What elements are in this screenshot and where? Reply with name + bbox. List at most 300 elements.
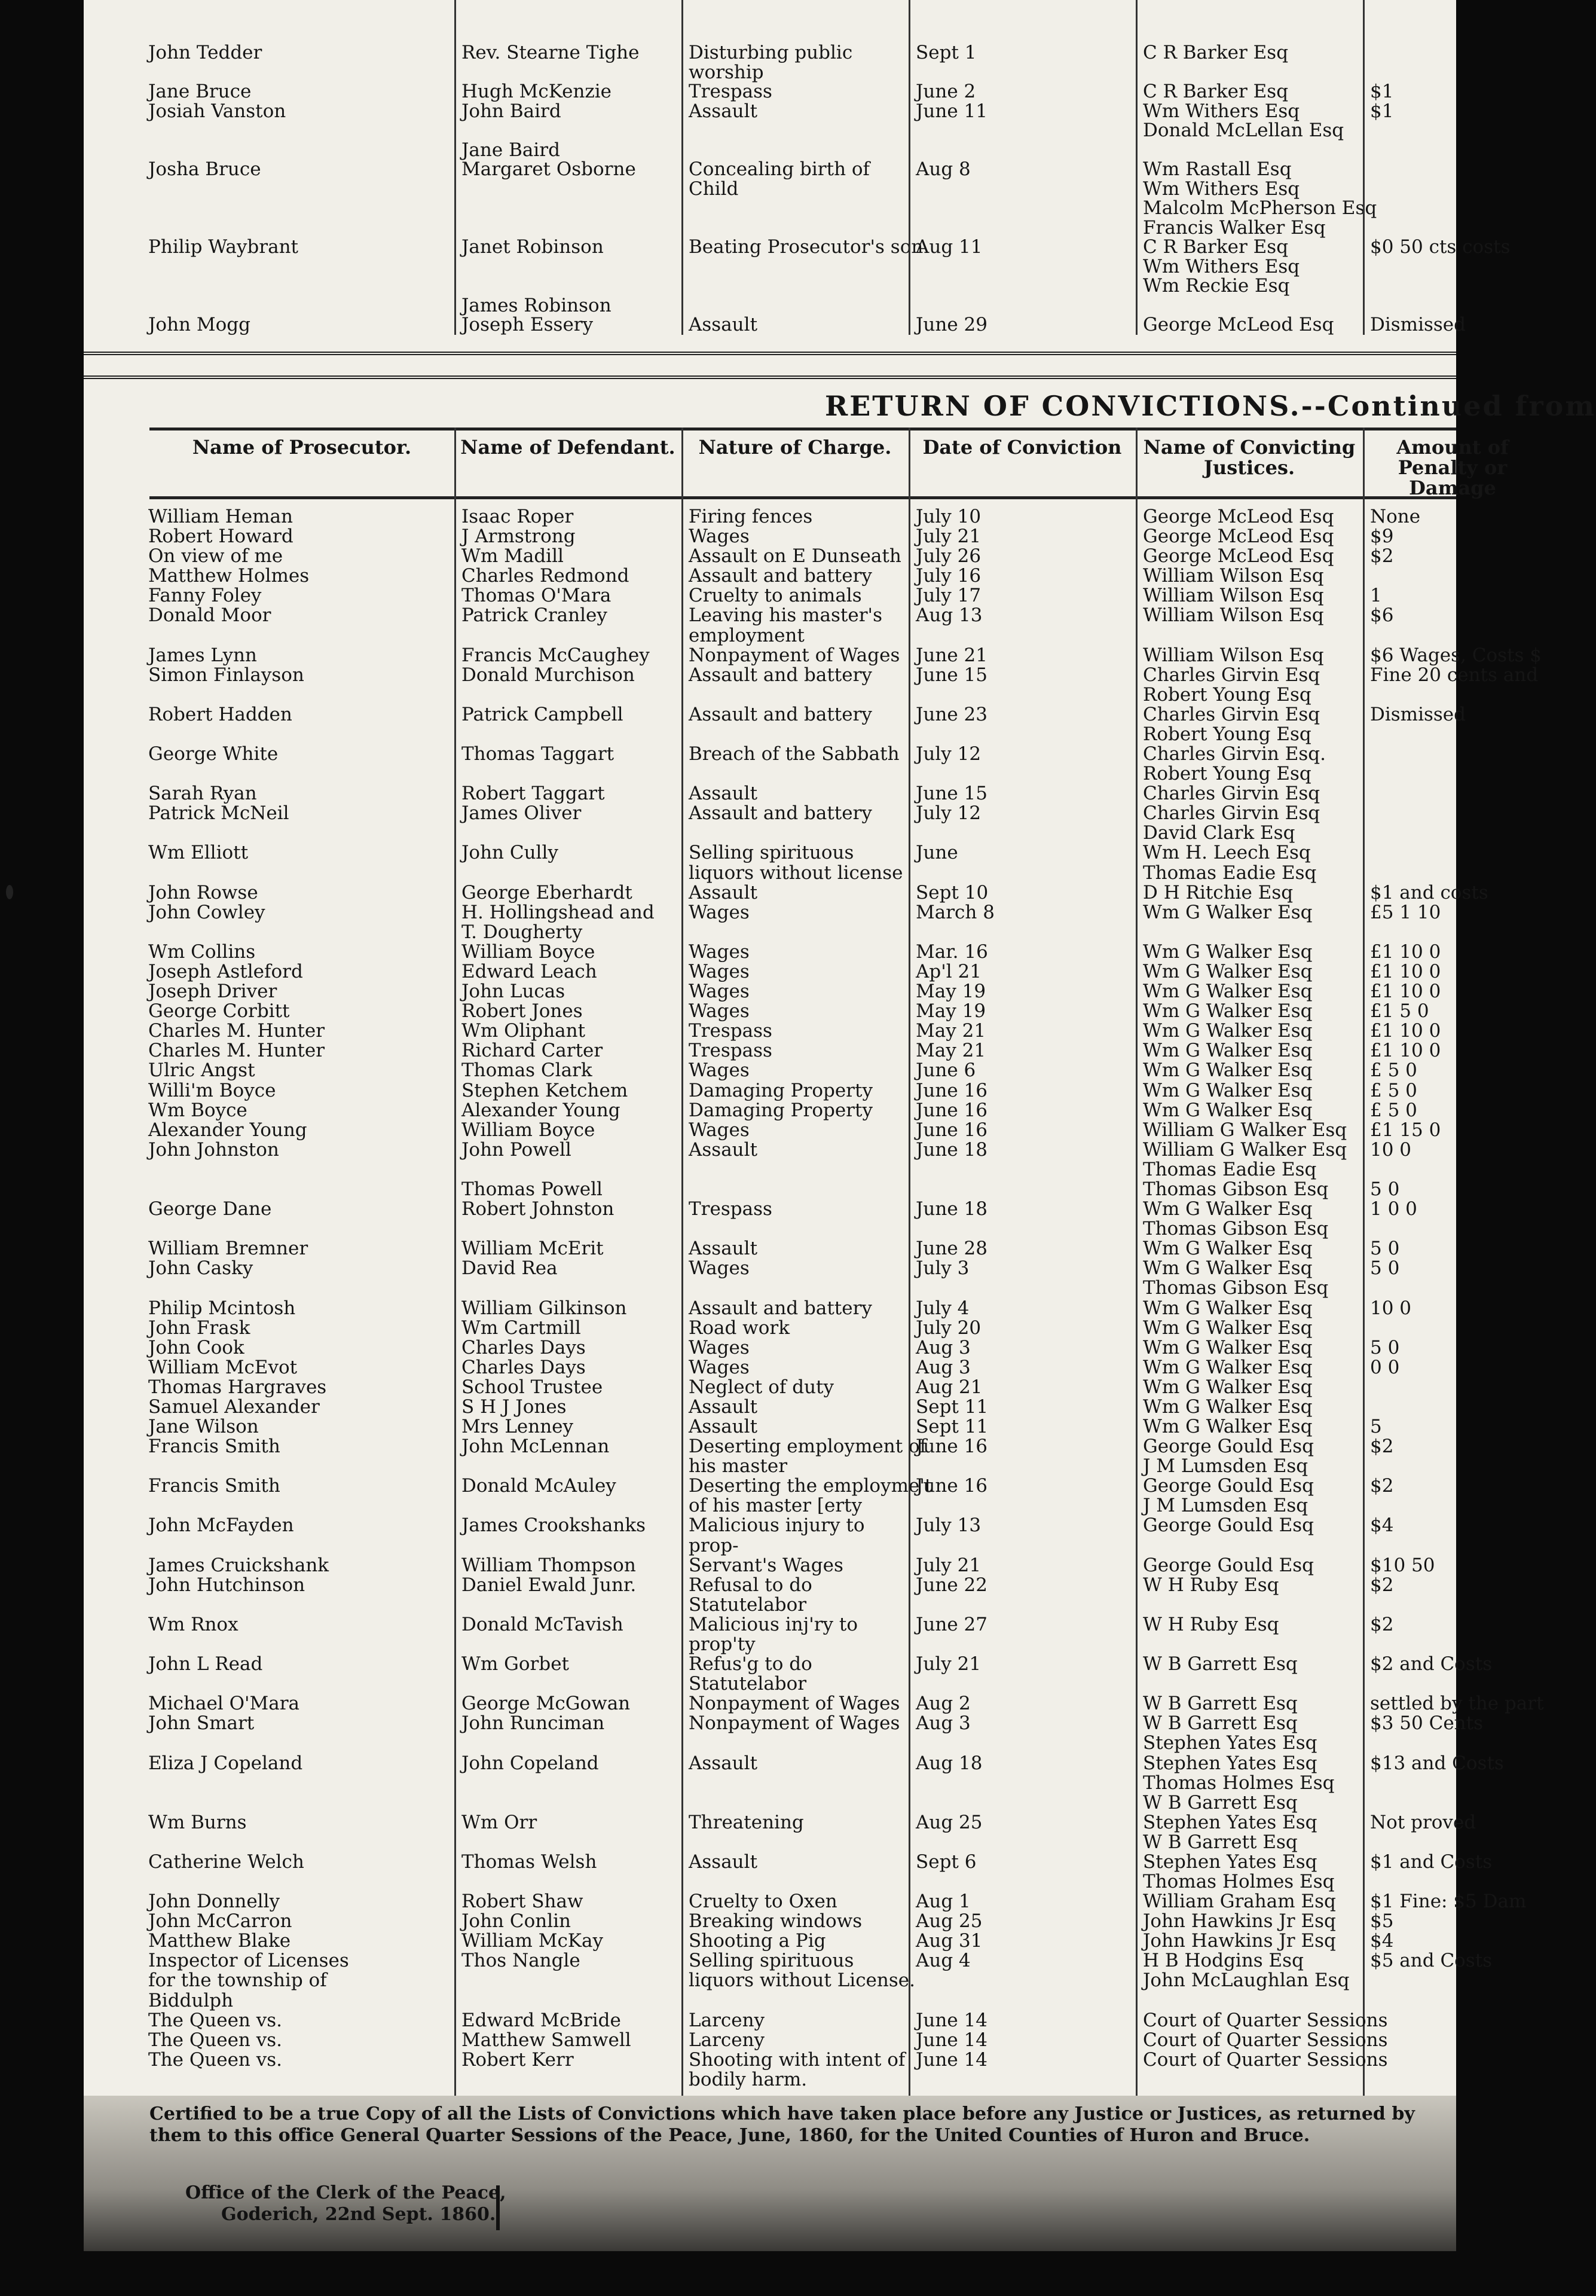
cell-justices	[1143, 82, 1288, 102]
cell-charge: Servant's Wages	[689, 1554, 843, 1576]
justice-name: Wm Reckie Esq	[1143, 275, 1290, 297]
cell-prosecutor: James Cruickshank	[148, 1554, 329, 1576]
cell-defendant: John McLennan	[461, 1436, 610, 1458]
justice-name: Wm G Walker Esq	[1143, 1079, 1313, 1101]
justice-name: W H Ruby Esq	[1143, 1574, 1279, 1596]
cell-prosecutor: William McEvot	[148, 1356, 298, 1378]
cell-charge: Assault	[689, 1238, 758, 1260]
cell-prosecutor: John McCarron	[148, 1910, 292, 1932]
cell-defendant: Rev. Stearne Tighe	[461, 42, 640, 63]
justice-name: Donald McLellan Esq	[1143, 120, 1344, 142]
cell-date: June 15	[916, 783, 988, 805]
justice-name: Charles Girvin Esq	[1143, 783, 1320, 805]
clerk-signature-block	[185, 2182, 506, 2225]
column-rule	[909, 0, 910, 335]
cell-justices	[1143, 1951, 1349, 1990]
cell-defendant: Wm Gorbet	[461, 1653, 570, 1675]
justice-name: Wm Withers Esq	[1143, 100, 1300, 122]
cell-justices	[1143, 1120, 1347, 1140]
cell-charge: Wages	[689, 1000, 750, 1022]
cell-date: June 27	[916, 1613, 988, 1635]
cell-date: Aug 8	[916, 158, 971, 181]
cell-amount: 0 0	[1370, 1356, 1400, 1378]
cell-justices	[1143, 1931, 1336, 1951]
cell-date: June 2	[916, 81, 976, 103]
cell-prosecutor: Joseph Astleford	[148, 961, 303, 982]
cell-amount: $2 and Costs	[1370, 1653, 1493, 1675]
cell-date: Aug 25	[916, 1811, 983, 1833]
cell-prosecutor: Sarah Ryan	[148, 783, 257, 805]
justice-name: Wm G Walker Esq	[1143, 1416, 1313, 1438]
cell-prosecutor: John Mogg	[148, 314, 250, 336]
cell-defendant: William Boyce	[461, 1119, 595, 1141]
column-rule	[1363, 428, 1365, 2096]
cell-amount: £ 5 0	[1370, 1079, 1417, 1101]
cell-amount: £1 5 0	[1370, 1000, 1429, 1022]
cell-justices	[1143, 1754, 1334, 1813]
justice-name: Stephen Yates Esq	[1143, 1811, 1317, 1833]
cell-defendant: James Crookshanks	[461, 1515, 646, 1537]
cell-amount: $1	[1370, 81, 1394, 103]
cell-date: Mar. 16	[916, 941, 988, 963]
cell-prosecutor: Jane Wilson	[148, 1416, 259, 1438]
cell-defendant: John Lucas	[461, 981, 565, 1003]
cell-charge: Wages	[689, 1257, 750, 1280]
cell-justices	[1143, 527, 1334, 546]
cell-prosecutor: Matthew Holmes	[148, 565, 310, 587]
cell-defendant: Matthew Samwell	[461, 2029, 631, 2051]
cell-date: Sept 10	[916, 881, 989, 903]
cell-charge: Wages	[689, 1060, 750, 1082]
cell-defendant: Patrick Campbell	[461, 703, 623, 725]
cell-charge: Nonpayment of Wages	[689, 1693, 900, 1715]
justice-name: Stephen Yates Esq	[1143, 1752, 1317, 1774]
brace-mark	[496, 2185, 500, 2230]
justice-name: Wm Withers Esq	[1143, 178, 1300, 200]
justice-name: W B Garrett Esq	[1143, 1653, 1298, 1675]
cell-amount: £1 10 0	[1370, 961, 1441, 982]
cell-amount: £ 5 0	[1370, 1060, 1417, 1082]
cell-charge: Beating Prosecutor's son	[689, 236, 924, 258]
cell-defendant: George Eberhardt	[461, 881, 632, 903]
cell-date: July 21	[916, 1554, 982, 1576]
cell-amount: $9	[1370, 526, 1394, 548]
cell-justices	[1143, 705, 1320, 744]
cell-date: Aug 1	[916, 1891, 971, 1913]
cell-amount: £1 10 0	[1370, 1040, 1441, 1062]
cell-defendant: Patrick Cranley	[461, 604, 607, 627]
column-rule	[1136, 0, 1138, 335]
cell-charge: Malicious injury to prop-	[689, 1515, 865, 1556]
justice-name: George Gould Esq	[1143, 1515, 1314, 1537]
cell-charge: Leaving his master's employment	[689, 604, 882, 646]
cell-justices	[1143, 2050, 1387, 2070]
column-header-prosecutor: Name of Prosecutor.	[192, 436, 412, 459]
cell-justices	[1143, 315, 1334, 335]
cell-prosecutor: James Lynn	[148, 644, 257, 666]
justice-name: George McLeod Esq	[1143, 545, 1334, 567]
cell-amount: $2	[1370, 1613, 1394, 1635]
cell-date: Aug 18	[916, 1752, 983, 1774]
cell-date: June 16	[916, 1436, 988, 1458]
cell-date: Aug 3	[916, 1712, 971, 1735]
cell-date: July 16	[916, 565, 982, 587]
cell-defendant: Hugh McKenzie	[461, 81, 612, 103]
cell-justices	[1143, 1654, 1298, 1674]
cell-justices	[1143, 1318, 1312, 1338]
cell-defendant: Donald McAuley	[461, 1475, 616, 1497]
justice-name: Wm G Walker Esq	[1143, 981, 1313, 1003]
cell-defendant: Daniel Ewald Junr.	[461, 1574, 637, 1596]
cell-prosecutor: John Rowse	[148, 881, 258, 903]
cell-justices	[1143, 43, 1288, 63]
cell-prosecutor: Wm Boyce	[148, 1099, 247, 1121]
cell-amount: $13 and Costs	[1370, 1752, 1504, 1774]
cell-charge: Selling spirituous liquors without license	[689, 842, 903, 884]
cell-defendant: Alexander Young	[461, 1099, 620, 1121]
cell-date: June 14	[916, 2048, 988, 2071]
cell-charge: Assault and battery	[689, 802, 872, 825]
cell-charge: Assault	[689, 1416, 758, 1438]
cell-defendant: Donald Murchison	[461, 664, 635, 686]
return-of-convictions-title: RETURN OF CONVICTIONS.--Continued from	[825, 390, 1596, 422]
cell-prosecutor: Charles M. Hunter	[148, 1040, 325, 1062]
cell-amount: Dismissed	[1370, 314, 1466, 336]
cell-defendant: Edward McBride	[461, 2009, 621, 2031]
justice-name: Wm H. Leech Esq	[1143, 842, 1311, 864]
cell-amount: settled by the part	[1370, 1693, 1544, 1715]
cell-charge: Wages	[689, 1336, 750, 1358]
cell-defendant: David Rea	[461, 1257, 558, 1280]
cell-charge: Assault and battery	[689, 703, 872, 725]
cell-charge: Assault	[689, 314, 758, 336]
cell-date: Aug 21	[916, 1376, 983, 1398]
cell-date: June 11	[916, 100, 988, 122]
cell-amount: $5	[1370, 1910, 1394, 1932]
cell-date: June 6	[916, 1060, 976, 1082]
justice-name: C R Barker Esq	[1143, 81, 1289, 103]
cell-defendant: James Robinson	[461, 294, 612, 316]
cell-justices	[1143, 1516, 1314, 1535]
column-header-justices: Name of Convicting Justices.	[1143, 436, 1356, 479]
cell-defendant: Edward Leach	[461, 961, 597, 982]
cell-amount: $2	[1370, 1475, 1394, 1497]
cell-date: June 15	[916, 664, 988, 686]
cell-defendant: William McErit	[461, 1238, 604, 1260]
cell-defendant: Thos Nangle	[461, 1950, 580, 1972]
cell-prosecutor: The Queen vs.	[148, 2048, 283, 2071]
cell-date: July 20	[916, 1317, 982, 1339]
cell-amount: 5 0	[1370, 1336, 1400, 1358]
justice-name: D H Ritchie Esq	[1143, 881, 1294, 903]
cell-justices	[1143, 1021, 1312, 1041]
cell-charge: Assault	[689, 1138, 758, 1161]
justice-name: Court of Quarter Sessions	[1143, 2048, 1388, 2071]
cell-date: July 21	[916, 1653, 982, 1675]
cell-charge: Road work	[689, 1317, 790, 1339]
cell-prosecutor: John Donnelly	[148, 1891, 280, 1913]
cell-prosecutor: George Dane	[148, 1198, 272, 1220]
cell-charge: Assault	[689, 881, 758, 903]
column-rule	[909, 428, 910, 2096]
cell-prosecutor: Inspector of Licenses for the township of Biddulph	[148, 1950, 349, 2011]
cell-prosecutor: John Cowley	[148, 901, 265, 923]
justice-name: Thomas Eadie Esq	[1143, 862, 1317, 884]
cell-prosecutor: John Cook	[148, 1336, 244, 1358]
cell-justices	[1143, 843, 1316, 883]
cell-defendant: Wm Orr	[461, 1811, 537, 1833]
justice-name: George Gould Esq	[1143, 1554, 1314, 1576]
cell-date: Sept 6	[916, 1851, 977, 1873]
cell-amount: £1 10 0	[1370, 981, 1441, 1003]
cell-amount: £ 5 0	[1370, 1099, 1417, 1121]
cell-justices	[1143, 646, 1324, 665]
cell-justices	[1143, 744, 1326, 784]
cell-charge: Assault and battery	[689, 664, 872, 686]
cell-defendant: James Oliver	[461, 802, 582, 825]
justice-name: Francis Walker Esq	[1143, 216, 1326, 239]
justice-name: John McLaughlan Esq	[1143, 1970, 1350, 1992]
justice-name: W B Garrett Esq	[1143, 1712, 1298, 1735]
cell-justices	[1143, 1041, 1312, 1061]
justice-name: Thomas Gibson Esq	[1143, 1218, 1329, 1240]
cell-prosecutor: The Queen vs.	[148, 2009, 283, 2031]
cell-defendant: Thomas Clark	[461, 1060, 592, 1082]
cell-justices	[1143, 962, 1312, 982]
cell-justices	[1143, 1299, 1312, 1318]
cell-charge: Trespass	[689, 1040, 772, 1062]
cell-defendant: John Runciman	[461, 1712, 605, 1735]
justice-name: W B Garrett Esq	[1143, 1831, 1298, 1853]
cell-charge: Assault on E Dunseath	[689, 545, 901, 567]
cell-prosecutor: Fanny Foley	[148, 585, 262, 607]
cell-date: May 21	[916, 1020, 986, 1042]
justice-name: Robert Young Esq	[1143, 723, 1311, 745]
cell-defendant: Wm Oliphant	[461, 1020, 586, 1042]
cell-amount: $4	[1370, 1930, 1394, 1952]
cell-charge: Wages	[689, 981, 750, 1003]
justice-name: C R Barker Esq	[1143, 42, 1289, 63]
cell-defendant: Robert Johnston	[461, 1198, 614, 1220]
cell-date: July 12	[916, 743, 982, 765]
cell-date: June 16	[916, 1475, 988, 1497]
cell-date: June 28	[916, 1238, 988, 1260]
cell-defendant: William Boyce	[461, 941, 595, 963]
cell-date: Sept 1	[916, 42, 977, 63]
justice-name: Court of Quarter Sessions	[1143, 2029, 1388, 2051]
cell-date: Aug 4	[916, 1950, 971, 1972]
cell-justices	[1143, 1892, 1336, 1912]
justice-name: Court of Quarter Sessions	[1143, 2009, 1388, 2031]
justice-name: Wm G Walker Esq	[1143, 1020, 1313, 1042]
cell-charge: Nonpayment of Wages	[689, 644, 900, 666]
cell-justices	[1143, 1694, 1298, 1714]
cell-prosecutor: Samuel Alexander	[148, 1396, 320, 1418]
cell-amount: $1 Fine: $5 Dam	[1370, 1891, 1527, 1913]
cell-prosecutor: George White	[148, 743, 279, 765]
cell-charge: Assault	[689, 783, 758, 805]
cell-date: Aug 25	[916, 1910, 983, 1932]
cell-date: July 26	[916, 545, 982, 567]
cell-date: July 12	[916, 802, 982, 825]
cell-justices	[1143, 586, 1324, 606]
justice-name: Charles Girvin Esq	[1143, 703, 1320, 725]
cell-defendant: Margaret Osborne	[461, 158, 636, 181]
cell-date: Aug 31	[916, 1930, 983, 1952]
justice-name: George McLeod Esq	[1143, 526, 1334, 548]
justice-name: Stephen Yates Esq	[1143, 1851, 1317, 1873]
cell-amount: 10 0	[1370, 1138, 1412, 1161]
cell-charge: Shooting a Pig	[689, 1930, 826, 1952]
column-header-amount: Amount of Penalty or Damage	[1396, 436, 1509, 499]
cell-justices	[1143, 1061, 1312, 1080]
justice-name: Robert Young Esq	[1143, 683, 1311, 706]
cell-prosecutor: Josiah Vanston	[148, 100, 286, 122]
cell-prosecutor: George Corbitt	[148, 1000, 290, 1022]
justice-name: William Wilson Esq	[1143, 644, 1324, 666]
clerk-office-line: Office of the Clerk of the Peace,	[185, 2182, 506, 2203]
cell-prosecutor: Ulric Angst	[148, 1060, 255, 1082]
cell-amount: 1 0 0	[1370, 1198, 1417, 1220]
cell-amount: 5 0	[1370, 1178, 1400, 1200]
cell-prosecutor: Robert Hadden	[148, 703, 292, 725]
cell-justices	[1143, 982, 1312, 1002]
cell-date: July 13	[916, 1515, 982, 1537]
cell-amount: None	[1370, 506, 1421, 527]
justice-name: J M Lumsden Esq	[1143, 1455, 1308, 1477]
justice-name: Charles Girvin Esq	[1143, 802, 1320, 825]
cell-defendant: Mrs Lenney	[461, 1416, 574, 1438]
cell-prosecutor: Wm Burns	[148, 1811, 247, 1833]
cell-defendant: George McGowan	[461, 1693, 631, 1715]
justice-name: Thomas Holmes Esq	[1143, 1772, 1335, 1794]
cell-date: June	[916, 842, 958, 864]
cell-charge: Deserting the employme't of his master [erty	[689, 1475, 932, 1517]
cell-justices	[1143, 1101, 1312, 1120]
justice-name: George Gould Esq	[1143, 1475, 1314, 1497]
cell-prosecutor: John Hutchinson	[148, 1574, 305, 1596]
cell-defendant: John Cully	[461, 842, 558, 864]
cell-charge: Assault and battery	[689, 565, 872, 587]
cell-justices	[1143, 1081, 1312, 1101]
cell-prosecutor: Eliza J Copeland	[148, 1752, 303, 1774]
cell-date: May 21	[916, 1040, 986, 1062]
justice-name: Wm G Walker Esq	[1143, 1060, 1313, 1082]
justice-name: Malcolm McPherson Esq	[1143, 197, 1377, 219]
cell-amount: $1	[1370, 100, 1394, 122]
cell-charge: Wages	[689, 941, 750, 963]
cell-defendant: Wm Madill	[461, 545, 564, 567]
cell-justices	[1143, 883, 1293, 903]
justice-name: Wm G Walker Esq	[1143, 1099, 1313, 1121]
cell-prosecutor: Donald Moor	[148, 604, 271, 627]
justice-name: Wm G Walker Esq	[1143, 1336, 1313, 1358]
cell-prosecutor: Jane Bruce	[148, 81, 252, 103]
cell-prosecutor: Philip Waybrant	[148, 236, 298, 258]
cell-date: June 16	[916, 1079, 988, 1101]
cell-justices	[1143, 784, 1320, 804]
cell-date: June 14	[916, 2029, 988, 2051]
cell-prosecutor: John L Read	[148, 1653, 263, 1675]
cell-prosecutor: William Heman	[148, 506, 293, 527]
column-rule	[1136, 428, 1138, 2096]
cell-defendant: Charles Days	[461, 1336, 586, 1358]
cell-justices	[1143, 2031, 1387, 2050]
cell-charge: Deserting employment of his master	[689, 1436, 927, 1477]
cell-charge: Disturbing public worship	[689, 42, 853, 83]
prior-entries-table	[84, 0, 1511, 344]
cell-charge: Cruelty to animals	[689, 585, 862, 607]
cell-amount: 5 0	[1370, 1238, 1400, 1260]
justice-name: John Hawkins Jr Esq	[1143, 1910, 1336, 1932]
cell-amount: $1 and Costs	[1370, 1851, 1493, 1873]
cell-prosecutor: Francis Smith	[148, 1475, 280, 1497]
cell-date: March 8	[916, 901, 995, 923]
cell-prosecutor: Thomas Hargraves	[148, 1376, 327, 1398]
justice-name: George Gould Esq	[1143, 1436, 1314, 1458]
justice-name: William G Walker Esq	[1143, 1119, 1347, 1141]
cell-amount: $1 and costs	[1370, 881, 1488, 903]
cell-justices	[1143, 665, 1320, 705]
cell-charge: Concealing birth of Child	[689, 158, 870, 200]
justice-name: Wm Rastall Esq	[1143, 158, 1292, 181]
cell-defendant: Thomas Welsh	[461, 1851, 597, 1873]
cell-defendant: Charles Redmond	[461, 565, 629, 587]
cell-defendant: Robert Jones	[461, 1000, 583, 1022]
cell-amount: Fine 20 cents and	[1370, 664, 1539, 686]
justice-name: Stephen Yates Esq	[1143, 1732, 1317, 1754]
cell-amount: 5	[1370, 1416, 1382, 1438]
cell-charge: Wages	[689, 1119, 750, 1141]
cell-charge: Breach of the Sabbath	[689, 743, 900, 765]
cell-date: Aug 2	[916, 1693, 971, 1715]
header-rule	[149, 428, 1456, 430]
cell-date: July 17	[916, 585, 982, 607]
justice-name: W B Garrett Esq	[1143, 1791, 1298, 1813]
cell-date: June 29	[916, 314, 988, 336]
table-header	[149, 433, 1509, 499]
cell-charge: Shooting with intent of bodily harm.	[689, 2048, 906, 2090]
justice-name: Wm G Walker Esq	[1143, 901, 1313, 923]
justice-name: Wm G Walker Esq	[1143, 1317, 1313, 1339]
justice-name: Thomas Holmes Esq	[1143, 1871, 1335, 1893]
cell-justices	[1143, 1002, 1312, 1021]
cell-justices	[1143, 1714, 1317, 1753]
justice-name: Charles Girvin Esq	[1143, 664, 1320, 686]
justice-name: John Hawkins Jr Esq	[1143, 1930, 1336, 1952]
justice-name: Wm G Walker Esq	[1143, 1198, 1313, 1220]
clerk-date-line: Goderich, 22nd Sept. 1860.	[221, 2204, 496, 2225]
cell-prosecutor: Matthew Blake	[148, 1930, 291, 1952]
cell-amount: Dismissed	[1370, 703, 1466, 725]
cell-charge: Wages	[689, 526, 750, 548]
cell-date: Aug 3	[916, 1356, 971, 1378]
justice-name: Wm G Walker Esq	[1143, 1396, 1313, 1418]
cell-date: June 22	[916, 1574, 988, 1596]
cell-justices	[1143, 1338, 1312, 1358]
column-rule	[454, 428, 456, 2096]
cell-justices	[1143, 1556, 1314, 1576]
cell-prosecutor: Josha Bruce	[148, 158, 261, 181]
cell-amount: Not proved	[1370, 1811, 1476, 1833]
cell-defendant: Isaac Roper	[461, 506, 574, 527]
cell-prosecutor: Patrick McNeil	[148, 802, 289, 825]
cell-charge: Breaking windows	[689, 1910, 863, 1932]
justice-name: Wm Withers Esq	[1143, 255, 1300, 277]
cell-justices	[1143, 903, 1312, 923]
cell-date: July 21	[916, 526, 982, 548]
cell-justices	[1143, 1140, 1347, 1180]
